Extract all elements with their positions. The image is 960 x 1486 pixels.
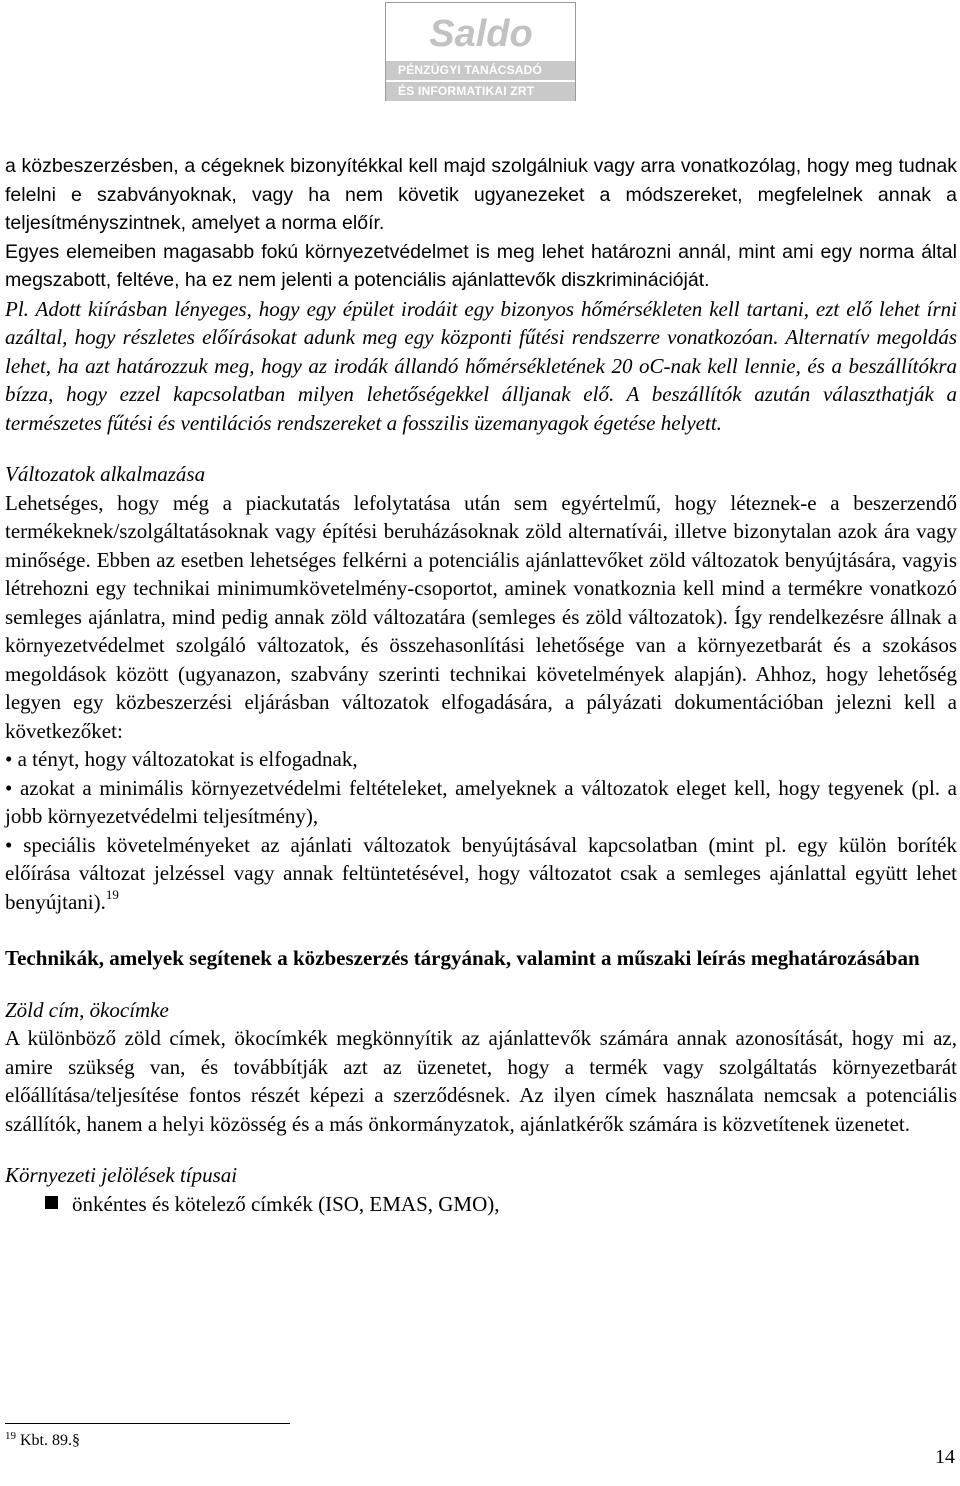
logo-brand-text: Saldo — [428, 13, 533, 54]
page-number: 14 — [935, 1446, 955, 1468]
section-valtozatok-text: Lehetséges, hogy még a piackutatás lefolytatása után sem egyértelmű, hogy léteznek-e a beszerzendő termékeknek/szolgáltatásoknak vagy építési beruházásoknak zöld alternatívái, illetve bizonytalan azok ára vagy minősége. Ebben az esetben lehetséges felkérni a potenciális ajánlattevőket zöld változatok benyújtására, vagyis létrehozni egy technikai minimumkövetelmény-csoportot, aminek vonatkoznia kell mind a termékre vonatkozó semleges ajánlatra, mind pedig annak zöld változatára (semleges és zöld változatok). Így rendelkezésre állnak a környezetvédelmet szolgáló változatok, és összehasonlítási lehetősége van a környezetbarát és a szokásos megoldások között (ugyanazon, szabvány szerinti technikai követelmények alapján). Ahhoz, hogy lehetőség legyen egy közbeszerzési eljárásban változatok elfogadására, a pályázati dokumentációban jelezni kell a következőket: — [5, 490, 957, 743]
section-heading: Technikák, amelyek segítenek a közbeszerzés tárgyának, valamint a műszaki leírás meghatározásában — [5, 946, 920, 970]
section-title-valtozatok: Változatok alkalmazása — [5, 462, 206, 486]
bullet-3-text: • speciális követelményeket az ajánlati változatok benyújtásával kapcsolatban (mint pl. egy külön boríték előírása változat jelzéssel vagy annak feltüntetésével, hogy változatot csak a semleges ajánlattal együtt lehet benyújtani). — [5, 832, 957, 914]
logo-line-1: PÉNZÜGYI TANÁCSADÓ — [386, 61, 575, 80]
company-logo — [385, 2, 576, 101]
section-title-jelolesek: Környezeti jelölések típusai — [5, 1163, 238, 1187]
document-body — [5, 152, 957, 1218]
footnote-ref: 19 — [105, 886, 119, 902]
saldo-logo-mark — [386, 3, 575, 61]
square-bullet-icon — [45, 1196, 58, 1209]
footnote — [5, 1432, 80, 1450]
square-bullet-text: önkéntes és kötelező címkék (ISO, EMAS, GMO), — [72, 1191, 500, 1216]
intro-sans-block — [5, 152, 957, 295]
paragraph-1: a közbeszerzésben, a cégeknek bizonyítékkal kell majd szolgálniuk vagy arra vonatkozólag, hogy meg tudnak felelni e szabványoknak, vagy ha nem követik ugyanezeket a módszereket, megfelelnek annak a teljesítményszintnek, amelyet a norma előír. — [5, 155, 957, 234]
section-zold-cim-text: A különböző zöld címek, ökocímkék megkönnyítik az ajánlattevők számára annak azonosítását, hogy mi az, amire szükség van, és továbbítják azt az üzenetet, hogy a termék vagy szolgáltatás környezetbarát előállítása/teljesítése fontos részét képezi a szerződésnek. Az ilyen címek használata nemcsak a potenciális szállítók, hanem a helyi közösség és a más önkormányzatok, ajánlatkérők számára is közvetítenek üzenetet. — [5, 1026, 957, 1136]
footnote-text: Kbt. 89.§ — [20, 1432, 80, 1449]
bullet-3 — [5, 831, 957, 917]
bullet-2: • azokat a minimális környezetvédelmi feltételeket, amelyeknek a változatok eleget kell, hogy tegyenek (pl. a jobb környezetvédelmi teljesítmény), — [5, 775, 957, 828]
example-paragraph: Pl. Adott kiírásban lényeges, hogy egy épület irodáit egy bizonyos hőmérsékleten kell tartani, ezt elő lehet írni azáltal, hogy részletes előírásokat adunk meg egy központi fűtési rendszerre vonatkozóan. Alternatív megoldás lehet, ha azt határozzuk meg, hogy az irodák állandó hőmérsékletének 20 oC-nak kell lennie, és a beszállítókra bízza, hogy ezzel kapcsolatban milyen lehetőségekkel álljanak elő. A beszállítók azután választhatják a természetes fűtési és ventilációs rendszereket a fosszilis üzemanyagok égetése helyett. — [5, 296, 957, 435]
paragraph-2: Egyes elemeiben magasabb fokú környezetvédelmet is meg lehet határozni annál, mint ami egy norma által megszabott, feltéve, ha ez nem jelenti a potenciális ajánlattevők diszkriminációját. — [5, 240, 957, 291]
bullet-1: • a tényt, hogy változatokat is elfogadnak, — [5, 747, 358, 771]
section-title-zold-cim: Zöld cím, ökocímke — [5, 997, 169, 1022]
footnote-divider — [5, 1423, 290, 1424]
footnote-number: 19 — [5, 1430, 16, 1442]
logo-line-2: ÉS INFORMATIKAI ZRT — [386, 82, 575, 101]
square-bullet-item — [5, 1190, 957, 1219]
